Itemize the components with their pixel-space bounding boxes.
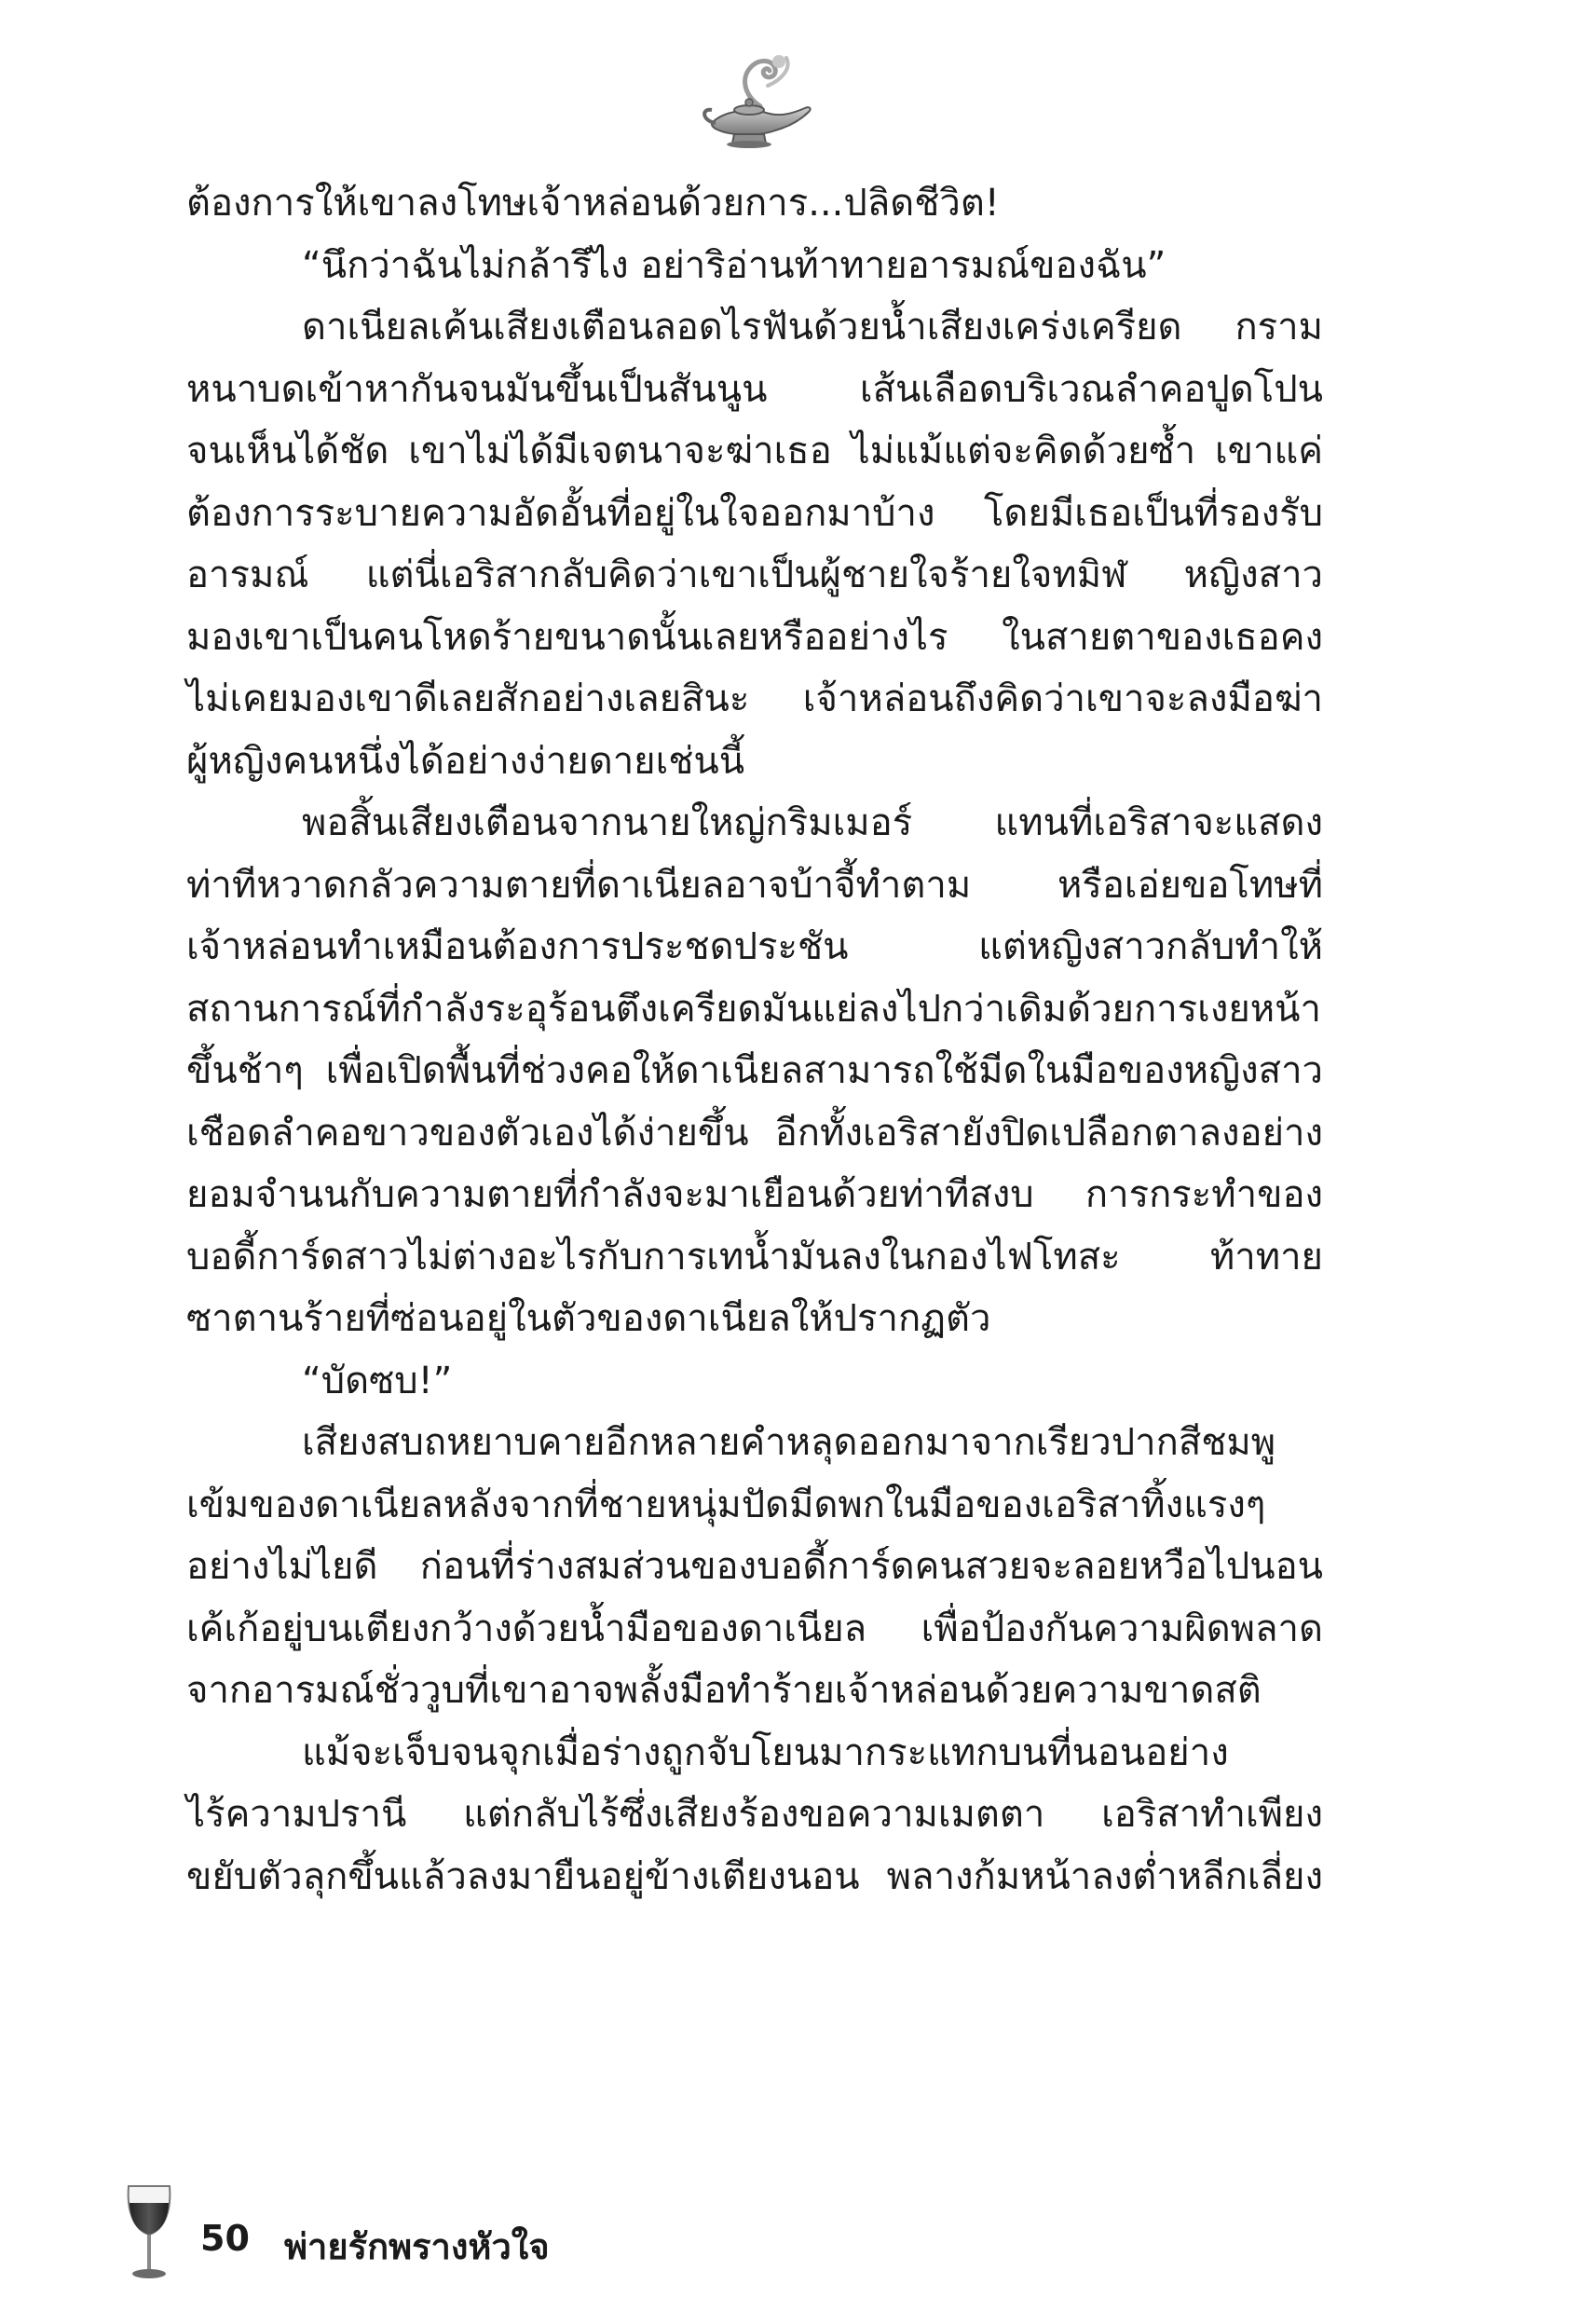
- text-line: ต้องการให้เขาลงโทษเจ้าหล่อนด้วยการ...ปลิดชีวิต!: [186, 182, 1000, 225]
- text-line: แม้จะเจ็บจนจุกเมื่อร่างถูกจับโยนมากระแทกบนที่นอนอย่าง: [302, 1730, 1229, 1774]
- text-line: เจ้าหล่อนทำเหมือนต้องการประชดประชัน แต่หญิงสาวกลับทำให้: [186, 925, 1323, 968]
- text-line: หนาบดเข้าหากันจนมันขึ้นเป็นสันนูน เส้นเลือดบริเวณลำคอปูดโปน: [186, 367, 1323, 411]
- text-line: “บัดซบ!”: [302, 1359, 453, 1402]
- text-line: ไม่เคยมองเขาดีเลยสักอย่างเลยสินะ เจ้าหล่อนถึงคิดว่าเขาจะลงมือฆ่า: [186, 677, 1323, 720]
- book-title: พ่ายรักพรางหัวใจ: [284, 2226, 550, 2267]
- text-line: ผู้หญิงคนหนึ่งได้อย่างง่ายดายเช่นนี้: [186, 739, 745, 783]
- text-line: มองเขาเป็นคนโหดร้ายขนาดนั้นเลยหรืออย่างไร ในสายตาของเธอคง: [186, 615, 1323, 659]
- text-line: ยอมจำนนกับความตายที่กำลังจะมาเยือนด้วยท่าทีสงบ การกระทำของ: [186, 1173, 1323, 1216]
- text-line: อารมณ์ แต่นี่เอริสากลับคิดว่าเขาเป็นผู้ชายใจร้ายใจทมิฬ หญิงสาว: [186, 554, 1323, 596]
- text-line: จากอารมณ์ชั่ววูบที่เขาอาจพลั้งมือทำร้ายเจ้าหล่อนด้วยความขาดสติ: [186, 1669, 1262, 1712]
- text-line: เค้เก้อยู่บนเตียงกว้างด้วยน้ำมือของดาเนียล เพื่อป้องกันความผิดพลาด: [186, 1607, 1323, 1650]
- body-text: [186, 172, 1323, 1908]
- magic-lamp-icon: [695, 48, 825, 160]
- text-line: เชือดลำคอขาวของตัวเองได้ง่ายขึ้น อีกทั้งเอริสายังปิดเปลือกตาลงอย่าง: [186, 1111, 1323, 1155]
- page-footer: [121, 2181, 773, 2283]
- text-line: จนเห็นได้ชัด เขาไม่ได้มีเจตนาจะฆ่าเธอ ไม่แม้แต่จะคิดด้วยซ้ำ เขาแค่: [186, 430, 1323, 472]
- text-line: ดาเนียลเค้นเสียงเตือนลอดไรฟันด้วยน้ำเสียงเคร่งเครียด กราม: [302, 306, 1323, 349]
- text-line: ท่าทีหวาดกลัวความตายที่ดาเนียลอาจบ้าจี้ทำตาม หรือเอ่ยขอโทษที่: [186, 863, 1323, 907]
- text-line: สถานการณ์ที่กำลังระอุร้อนตึงเครียดมันแย่ลงไปกว่าเดิมด้วยการเงยหน้า: [186, 987, 1321, 1031]
- text-line: “นึกว่าฉันไม่กล้ารึไง อย่าริอ่านท้าทายอารมณ์ของฉัน”: [302, 243, 1166, 287]
- page-number: 50: [200, 2218, 250, 2259]
- wine-glass-icon: [121, 2181, 177, 2283]
- text-line: ขึ้นช้าๆ เพื่อเปิดพื้นที่ช่วงคอให้ดาเนียลสามารถใช้มีดในมือของหญิงสาว: [186, 1049, 1323, 1092]
- text-line: ต้องการระบายความอัดอั้นที่อยู่ในใจออกมาบ้าง โดยมีเธอเป็นที่รองรับ: [186, 491, 1323, 535]
- text-line: เสียงสบถหยาบคายอีกหลายคำหลุดออกมาจากเรียวปากสีชมพู: [302, 1421, 1276, 1464]
- text-line: อย่างไม่ไยดี ก่อนที่ร่างสมส่วนของบอดี้การ์ดคนสวยจะลอยหวือไปนอน: [186, 1545, 1323, 1588]
- text-line: พอสิ้นเสียงเตือนจากนายใหญ่กริมเมอร์ แทนที่เอริสาจะแสดง: [302, 801, 1323, 844]
- text-line: เข้มของดาเนียลหลังจากที่ชายหนุ่มปัดมีดพกในมือของเอริสาทิ้งแรงๆ: [186, 1483, 1266, 1526]
- text-line: ซาตานร้ายที่ซ่อนอยู่ในตัวของดาเนียลให้ปรากฏตัว: [186, 1297, 991, 1340]
- text-line: ขยับตัวลุกขึ้นแล้วลงมายืนอยู่ข้างเตียงนอน พลางก้มหน้าลงต่ำหลีกเลี่ยง: [186, 1854, 1323, 1898]
- text-line: บอดี้การ์ดสาวไม่ต่างอะไรกับการเทน้ำมันลงในกองไฟโทสะ ท้าทาย: [186, 1235, 1323, 1279]
- text-line: ไร้ความปรานี แต่กลับไร้ซึ่งเสียงร้องขอความเมตตา เอริสาทำเพียง: [186, 1793, 1323, 1836]
